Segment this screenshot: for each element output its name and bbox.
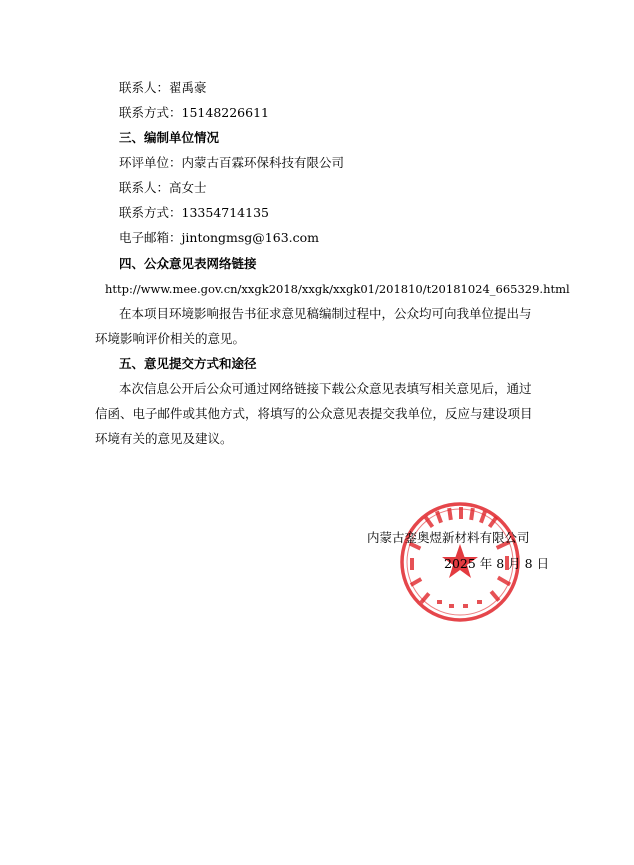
contact-person-label: 联系人： [119,80,170,95]
eia-email-line [119,230,319,246]
eia-phone-line [119,205,269,221]
signature-date: 2025 年 8 月 8 日 [444,556,550,571]
eia-unit-line [119,155,344,171]
eia-email-label: 电子邮箱： [119,230,182,245]
contact-person-line [119,80,207,96]
signer-company: 内蒙古銮奥煜新材料有限公司 [367,530,530,545]
eia-person-line [119,180,207,196]
section5-paragraph-line-1: 本次信息公开后公众可通过网络链接下载公众意见表填写相关意见后，通过 [119,381,532,396]
contact-phone-line [119,105,269,121]
eia-phone-label: 联系方式： [119,205,182,220]
section5-paragraph-line-3: 环境有关的意见及建议。 [95,431,233,446]
section4-paragraph-line-1: 在本项目环境影响报告书征求意见稿编制过程中，公众均可向我单位提出与 [119,306,532,321]
contact-person-value: 翟禹豪 [169,80,207,95]
section3-heading: 三、编制单位情况 [119,130,220,145]
eia-unit-label: 环评单位： [119,155,182,170]
section4-heading: 四、公众意见表网络链接 [119,256,257,271]
eia-unit-value: 内蒙古百霖环保科技有限公司 [181,155,345,170]
eia-person-value: 高女士 [169,180,207,195]
section4-paragraph-line-2: 环境影响评价相关的意见。 [95,331,246,346]
contact-phone-value: 15148226611 [181,105,269,120]
eia-phone-value: 13354714135 [181,205,269,220]
contact-phone-label: 联系方式： [119,105,182,120]
eia-person-label: 联系人： [119,180,170,195]
section5-paragraph-line-2: 信函、电子邮件或其他方式，将填写的公众意见表提交我单位，反应与建设项目 [95,406,533,421]
section5-heading: 五、意见提交方式和途径 [119,356,257,371]
opinion-form-link[interactable]: http://www.mee.gov.cn/xxgk2018/xxgk/xxgk01/201810/t20181024_665329.html [105,282,570,296]
eia-email-value: jintongmsg@163.com [181,230,320,245]
